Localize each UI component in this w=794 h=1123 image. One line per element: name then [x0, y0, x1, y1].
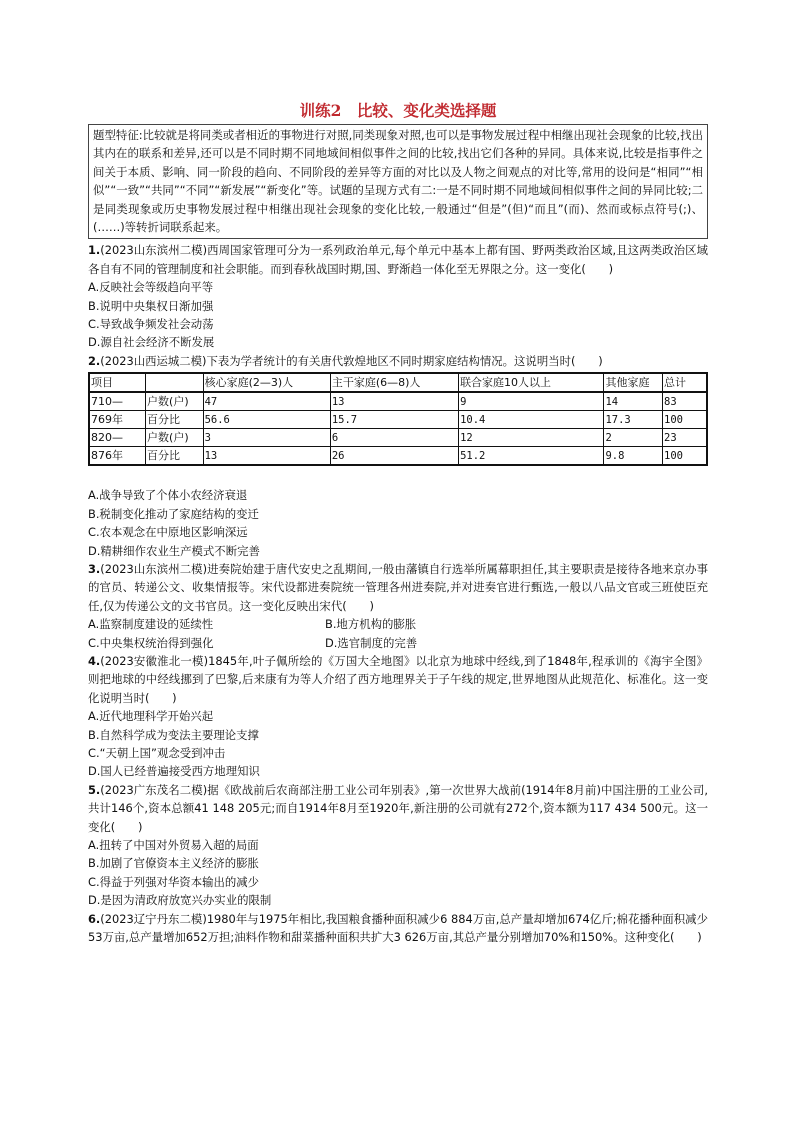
- table-header-cell: 项目: [89, 373, 146, 392]
- table-row: [89, 411, 707, 429]
- document-page: [88, 100, 708, 946]
- q1-option-c[interactable]: C.导致战争频发社会动荡: [88, 317, 214, 332]
- table-cell: 15.7: [330, 411, 458, 429]
- table-cell: 3: [203, 429, 330, 447]
- question-number: 1.: [88, 243, 101, 258]
- q2-option-c[interactable]: C.农本观念在中原地区影响深远: [88, 525, 248, 540]
- table-cell: 47: [203, 392, 330, 411]
- q3-option-c[interactable]: C.中央集权统治得到强化: [88, 635, 214, 650]
- q3-options-row-2: [88, 634, 708, 652]
- table-header-cell: 总计: [663, 373, 707, 392]
- q5-option-c[interactable]: C.得益于列强对华资本输出的减少: [88, 874, 260, 889]
- question-1-stem: 1.(2023山东滨州二模)西周国家管理可分为一系列政治单元,每个单元中基本上都有国、野两类政治区域,且这两类政治区域各自有不同的管理制度和社会职能。而到春秋战国时期,国、野渐趋一体化至无界限之分。这一变化( ): [88, 243, 708, 276]
- page-title: 训练2 比较、变化类选择题: [299, 101, 497, 120]
- question-2-stem: 2.(2023山西运城二模)下表为学者统计的有关唐代敦煌地区不同时期家庭结构情况。这说明当时( ): [88, 353, 603, 368]
- q5-option-d[interactable]: D.是因为清政府放宽兴办实业的限制: [88, 893, 272, 908]
- table-cell: 820—: [89, 429, 146, 447]
- table-cell: 户数(户): [146, 392, 204, 411]
- table-cell: 710—: [89, 392, 146, 411]
- table-cell: 769年: [89, 411, 146, 429]
- q3-option-b[interactable]: B.地方机构的膨胀: [325, 617, 417, 632]
- question-6-stem: 6.(2023辽宁丹东二模)1980年与1975年相比,我国粮食播种面积减少6 884万亩,总产量却增加674亿斤;棉花播种面积减少53万亩,总产量增加652万担;油料作物和甜菜播种面积共扩大3 626万亩,其总产量分别增加70%和150%。这种变化( ): [88, 911, 708, 945]
- table-header-cell: 核心家庭(2—3)人: [203, 373, 330, 392]
- question-3-stem: 3.(2023山东滨州二模)进奏院始建于唐代安史之乱期间,一般由藩镇自行选举所属幕职担任,其主要职责是接待各地来京办事的官员、转递公文、收集情报等。宋代设都进奏院统一管理各州进奏院,并对进奏官进行甄选,一般以八品文官或三班使臣充任,仅为传递公文的文书官员。这一变化反映出宋代( ): [88, 561, 708, 613]
- table-row: [89, 429, 707, 447]
- table-cell: 56.6: [203, 411, 330, 429]
- table-cell: 10.4: [459, 411, 604, 429]
- q5-option-a[interactable]: A.扭转了中国对外贸易入超的局面: [88, 838, 259, 852]
- table-cell: 876年: [89, 447, 146, 466]
- table-row: [89, 447, 707, 466]
- question-number: 4.: [88, 653, 101, 668]
- table-cell: 12: [459, 429, 604, 447]
- table-cell: 6: [330, 429, 458, 447]
- q5-option-b[interactable]: B.加剧了官僚资本主义经济的膨胀: [88, 856, 259, 871]
- q2-option-d[interactable]: D.精耕细作农业生产模式不断完善: [88, 543, 260, 558]
- table-cell: 13: [203, 447, 330, 466]
- table-cell: 9.8: [604, 447, 663, 466]
- q4-option-d[interactable]: D.国人已经普遍接受西方地理知识: [88, 764, 260, 779]
- q4-option-c[interactable]: C.“天朝上国”观念受到冲击: [88, 745, 226, 760]
- q2-option-b[interactable]: B.税制变化推动了家庭结构的变迁: [88, 506, 259, 521]
- table-cell: 百分比: [146, 447, 204, 466]
- family-structure-table: [88, 372, 708, 466]
- table-cell: 26: [330, 447, 458, 466]
- q1-option-b[interactable]: B.说明中央集权日渐加强: [88, 298, 214, 313]
- table-header-cell: 主干家庭(6—8)人: [330, 373, 458, 392]
- table-cell: 23: [663, 429, 707, 447]
- q4-option-a[interactable]: A.近代地理科学开始兴起: [88, 709, 214, 724]
- table-cell: 13: [330, 392, 458, 411]
- question-5-stem: 5.(2023广东茂名二模)据《欧战前后农商部注册工业公司年别表》,第一次世界大战前(1914年8月前)中国注册的工业公司,共计146个,资本总额41 148 205元;而自1914年8月至1920年,新注册的公司就有272个,资本额为117 434 500元。这一变化( ): [88, 782, 708, 834]
- table-cell: 户数(户): [146, 429, 204, 447]
- question-number: 6.: [88, 911, 101, 926]
- question-number: 3.: [88, 561, 101, 576]
- table-cell: 100: [663, 411, 707, 429]
- question-number: 5.: [88, 782, 101, 797]
- question-4-stem: 4.(2023安徽淮北一模)1845年,叶子佩所绘的《万国大全地图》以北京为地球中经线,到了1848年,程承训的《海宇全图》则把地球的中经线挪到了巴黎,后来康有为等人介绍了西方地理界关于子午线的规定,世界地图从此规范化、标准化。这一变化说明当时( ): [88, 653, 708, 705]
- q1-option-a[interactable]: A.反映社会等级趋向平等: [88, 280, 214, 295]
- table-header-cell: 联合家庭10人以上: [459, 373, 604, 392]
- table-cell: 9: [459, 392, 604, 411]
- q1-option-d[interactable]: D.源自社会经济不断发展: [88, 335, 215, 350]
- table-row: [89, 392, 707, 411]
- q3-options-row-1: [88, 615, 708, 633]
- q4-option-b[interactable]: B.自然科学成为变法主要理论支撑: [88, 727, 259, 742]
- q3-option-a[interactable]: A.监察制度建设的延续性: [88, 617, 214, 632]
- table-cell: 2: [604, 429, 663, 447]
- table-cell: 14: [604, 392, 663, 411]
- q2-option-a[interactable]: A.战争导致了个体小农经济衰退: [88, 488, 248, 503]
- table-cell: 百分比: [146, 411, 204, 429]
- table-cell: 51.2: [459, 447, 604, 466]
- table-header-cell: [146, 373, 204, 392]
- table-cell: 83: [663, 392, 707, 411]
- table-header-row: [89, 373, 707, 392]
- intro-box: 题型特征:比较就是将同类或者相近的事物进行对照,同类现象对照,也可以是事物发展过程中相继出现社会现象的比较,找出其内在的联系和差异,还可以是不同时期不同地域间相似事件之间的比较,找出它们各种的异同。具体来说,比较是指事件之间关于本质、影响、同一阶段的趋向、不同阶段的差异等方面的对比以及人物之间观点的对比等,常用的设问是“相同”“相似”“一致”“共同”“不同”“新发展”“新变化”等。试题的呈现方式有二:一是不同时期不同地域间相似事件之间的异同比较;二是同类现象或历史事物发展过程中相继出现社会现象的变化比较,一般通过“但是”(但)“而且”(而)、然而或标点符号(;)、(……)等转折词联系起来。: [88, 124, 708, 239]
- q3-option-d[interactable]: D.选官制度的完善: [325, 635, 418, 650]
- table-header-cell: 其他家庭: [604, 373, 663, 392]
- table-cell: 100: [663, 447, 707, 466]
- question-number: 2.: [88, 353, 101, 368]
- table-cell: 17.3: [604, 411, 663, 429]
